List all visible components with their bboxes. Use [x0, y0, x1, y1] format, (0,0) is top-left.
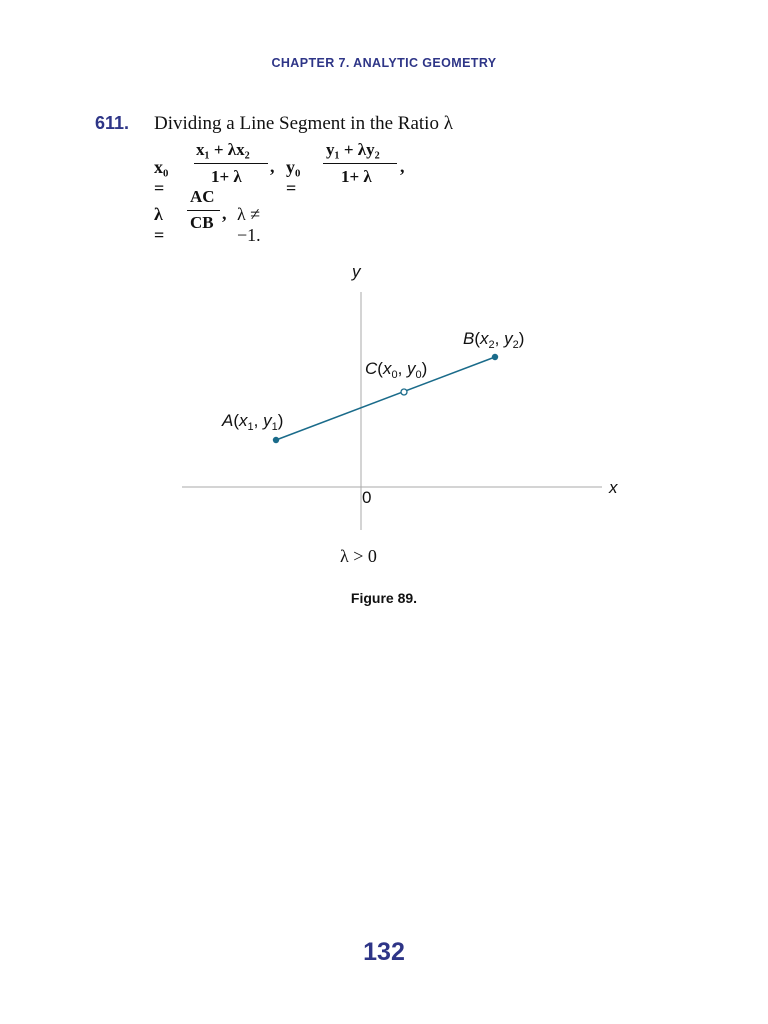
- lambda-condition: λ ≠ −1.: [237, 204, 261, 245]
- ratio-fraction-bar: [187, 210, 220, 211]
- ratio-denominator: CB: [190, 213, 214, 232]
- x0-label: x₀ =: [154, 157, 169, 198]
- origin-label: 0: [362, 488, 372, 507]
- x0-fraction-bar: [194, 163, 268, 164]
- x-axis-label: x: [609, 478, 618, 497]
- page-number: 132: [363, 938, 405, 966]
- y-axis-label: y: [352, 262, 361, 281]
- point-b-label: $B(x_2$, $y_2$): [463, 329, 525, 351]
- ratio-numerator: AC: [190, 187, 215, 206]
- formula-end-comma: ,: [400, 156, 405, 176]
- lambda-positive-condition: λ > 0: [340, 546, 377, 566]
- y0-label: y₀ =: [286, 157, 301, 198]
- figure-caption: Figure 89.: [350, 590, 418, 606]
- y0-numerator: y₁ + λy₂: [326, 140, 380, 159]
- chapter-header: CHAPTER 7. ANALYTIC GEOMETRY: [271, 56, 497, 70]
- point-a: [273, 437, 279, 443]
- lambda-label: λ =: [154, 204, 165, 245]
- formula-separator: ,: [270, 156, 275, 176]
- figure-89: [0, 250, 768, 595]
- point-b: [492, 354, 498, 360]
- point-a-label: $A(x_1$, $y_1$): [222, 411, 284, 433]
- x0-denominator: 1+ λ: [211, 167, 242, 186]
- x0-numerator: x₁ + λx₂: [196, 140, 250, 159]
- problem-title: Dividing a Line Segment in the Ratio λ: [154, 113, 453, 134]
- point-c-label: $C(x_0$, $y_0$): [365, 359, 428, 381]
- ratio-separator: ,: [222, 203, 227, 223]
- y0-denominator: 1+ λ: [341, 167, 372, 186]
- figure-diagram: [0, 250, 768, 590]
- y0-fraction-bar: [323, 163, 397, 164]
- problem-number: 611.: [95, 113, 130, 133]
- point-c: [401, 389, 407, 395]
